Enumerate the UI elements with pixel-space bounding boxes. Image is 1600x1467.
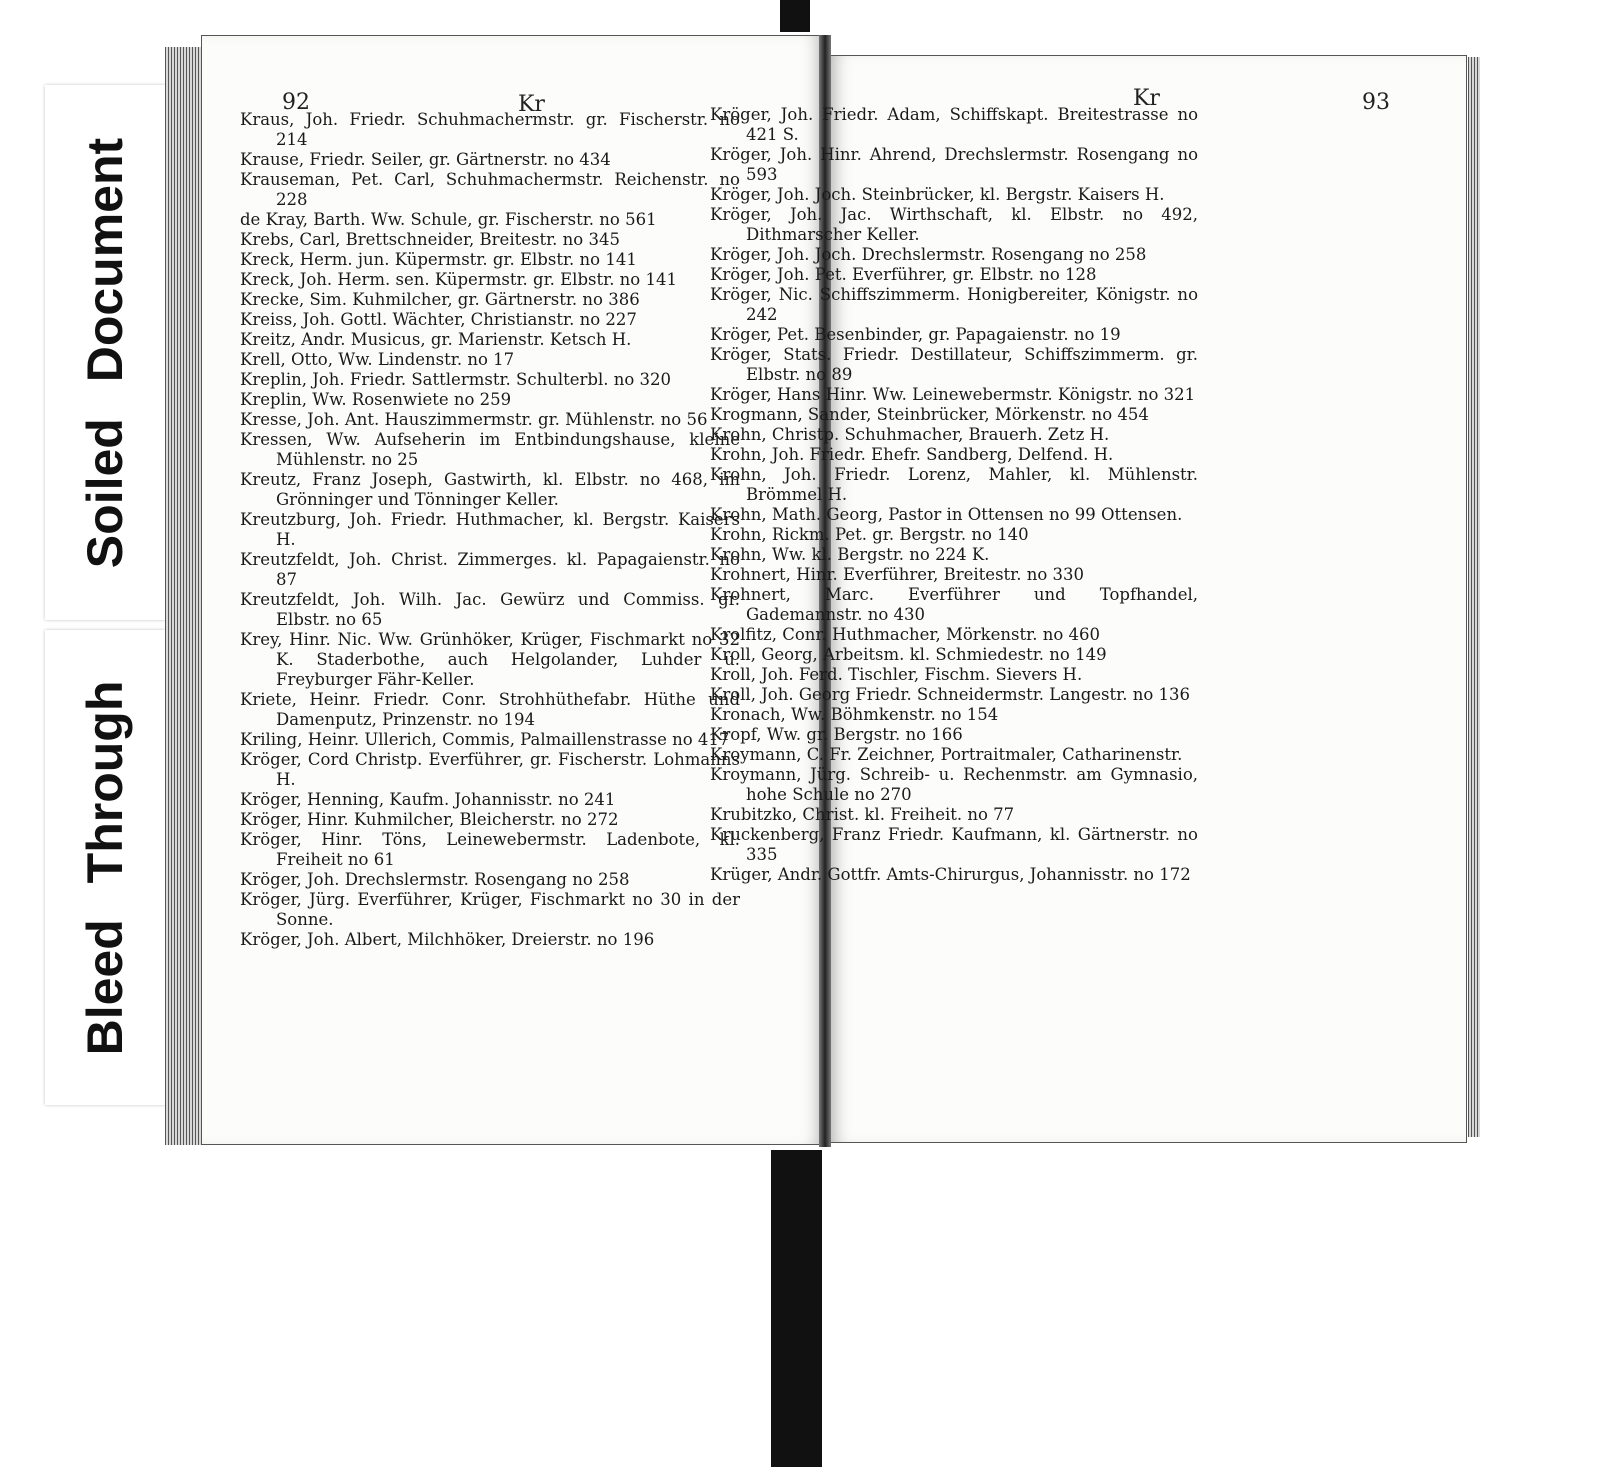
directory-entry: Krubitzko, Christ. kl. Freiheit. no 77	[710, 805, 1015, 824]
directory-entry: Kröger, Joh. Albert, Milchhöker, Dreierstr. no 196	[240, 930, 655, 949]
directory-entry: Krohn, Joh. Friedr. Ehefr. Sandberg, Delfend. H.	[710, 445, 1114, 464]
directory-entry: Krohn, Joh. Friedr. Lorenz, Mahler, kl. Mühlenstr. Brömmel H.	[710, 465, 1198, 504]
directory-entry: Kreplin, Joh. Friedr. Sattlermstr. Schulterbl. no 320	[240, 370, 672, 389]
directory-entry: Kröger, Joh. Joch. Steinbrücker, kl. Bergstr. Kaisers H.	[710, 185, 1165, 204]
directory-entry: Kreutzfeldt, Joh. Wilh. Jac. Gewürz und Commiss. gr. Elbstr. no 65	[240, 590, 740, 629]
directory-entry: Krüger, Andr. Gottfr. Amts-Chirurgus, Johannisstr. no 172	[710, 865, 1191, 884]
directory-entry: Kröger, Joh. Drechslermstr. Rosengang no 258	[240, 870, 630, 889]
directory-entry: Kreutz, Franz Joseph, Gastwirth, kl. Elbstr. no 468, im Grönninger und Tönninger Keller.	[240, 470, 740, 509]
directory-entry: Kreitz, Andr. Musicus, gr. Marienstr. Ketsch H.	[240, 330, 632, 349]
right-entry-list	[710, 105, 1198, 885]
directory-entry: Kreutzfeldt, Joh. Christ. Zimmerges. kl. Papagaienstr. no 87	[240, 550, 740, 589]
directory-entry: Kroymann, C. Fr. Zeichner, Portraitmaler, Catharinenstr.	[710, 745, 1183, 764]
directory-entry: Kröger, Henning, Kaufm. Johannisstr. no 241	[240, 790, 616, 809]
directory-entry: Kreiss, Joh. Gottl. Wächter, Christianstr. no 227	[240, 310, 637, 329]
directory-entry: Kröger, Hans Hinr. Ww. Leinewebermstr. Königstr. no 321	[710, 385, 1196, 404]
directory-entry: Krauseman, Pet. Carl, Schuhmachermstr. Reichenstr. no 228	[240, 170, 740, 209]
directory-entry: Kreutzburg, Joh. Friedr. Huthmacher, kl. Bergstr. Kaisers H.	[240, 510, 740, 549]
directory-entry: Kröger, Joh. Jac. Wirthschaft, kl. Elbstr. no 492, Dithmarscher Keller.	[710, 205, 1198, 244]
bleed-through-label	[45, 630, 165, 1105]
directory-entry: Kresse, Joh. Ant. Hauszimmermstr. gr. Mühlenstr. no 56	[240, 410, 708, 429]
directory-entry: Krause, Friedr. Seiler, gr. Gärtnerstr. no 434	[240, 150, 611, 169]
directory-entry: Krecke, Sim. Kuhmilcher, gr. Gärtnerstr. no 386	[240, 290, 640, 309]
directory-entry: Kröger, Stats. Friedr. Destillateur, Schiffszimmerm. gr. Elbstr. no 89	[710, 345, 1198, 384]
directory-entry: Krolfitz, Conr. Huthmacher, Mörkenstr. no 460	[710, 625, 1101, 644]
directory-entry: Kreck, Joh. Herm. sen. Küpermstr. gr. Elbstr. no 141	[240, 270, 677, 289]
directory-entry: Kriling, Heinr. Ullerich, Commis, Palmaillenstrasse no 417	[240, 730, 730, 749]
directory-entry: Krell, Otto, Ww. Lindenstr. no 17	[240, 350, 515, 369]
bleed-through-text: Bleed Through	[77, 680, 133, 1055]
directory-entry: Kroll, Georg, Arbeitsm. kl. Schmiedestr. no 149	[710, 645, 1107, 664]
left-page-header: Kr	[518, 92, 545, 117]
directory-entry: Kraus, Joh. Friedr. Schuhmachermstr. gr. Fischerstr. no 214	[240, 110, 740, 149]
directory-entry: Krohnert, Hinr. Everführer, Breitestr. no 330	[710, 565, 1085, 584]
soiled-document-label	[45, 85, 165, 620]
directory-entry: Kröger, Joh. Friedr. Adam, Schiffskapt. Breitestrasse no 421 S.	[710, 105, 1198, 144]
soiled-document-text: Soiled Document	[77, 137, 133, 568]
directory-entry: Kruckenberg, Franz Friedr. Kaufmann, kl. Gärtnerstr. no 335	[710, 825, 1198, 864]
directory-entry: Kropf, Ww. gr. Bergstr. no 166	[710, 725, 963, 744]
directory-entry: Kroll, Joh. Ferd. Tischler, Fischm. Sievers H.	[710, 665, 1083, 684]
directory-entry: Krebs, Carl, Brettschneider, Breitestr. no 345	[240, 230, 620, 249]
directory-entry: Kroll, Joh. Georg Friedr. Schneidermstr. Langestr. no 136	[710, 685, 1191, 704]
directory-entry: Krohnert, Marc. Everführer und Topfhandel, Gademannstr. no 430	[710, 585, 1198, 624]
directory-entry: Krohn, Rickm. Pet. gr. Bergstr. no 140	[710, 525, 1029, 544]
directory-entry: Kröger, Nic. Schiffszimmerm. Honigbereiter, Königstr. no 242	[710, 285, 1198, 324]
directory-entry: Krey, Hinr. Nic. Ww. Grünhöker, Krüger, Fischmarkt no 32 K. Staderbothe, auch Helgolander, Luhder u. Freyburger Fähr-Keller.	[240, 630, 740, 689]
directory-entry: Kröger, Hinr. Kuhmilcher, Bleicherstr. no 272	[240, 810, 619, 829]
directory-entry: Kronach, Ww. Böhmkenstr. no 154	[710, 705, 999, 724]
right-page-edges	[1468, 57, 1480, 1137]
right-page-number: 93	[1362, 90, 1390, 115]
directory-entry: Kröger, Pet. Besenbinder, gr. Papagaienstr. no 19	[710, 325, 1121, 344]
directory-entry: Kreplin, Ww. Rosenwiete no 259	[240, 390, 512, 409]
directory-entry: Kreck, Herm. jun. Küpermstr. gr. Elbstr. no 141	[240, 250, 637, 269]
directory-entry: Kröger, Joh. Joch. Drechslermstr. Rosengang no 258	[710, 245, 1147, 264]
directory-entry: Krohn, Math. Georg, Pastor in Ottensen no 99 Ottensen.	[710, 505, 1183, 524]
directory-entry: Kroymann, Jürg. Schreib- u. Rechenmstr. am Gymnasio, hohe Schule no 270	[710, 765, 1198, 804]
right-page-header: Kr	[1133, 86, 1160, 111]
directory-entry: Kröger, Hinr. Töns, Leinewebermstr. Ladenbote, kl. Freiheit no 61	[240, 830, 740, 869]
binder-clip-top	[780, 0, 810, 32]
directory-entry: Kröger, Joh. Pet. Everführer, gr. Elbstr. no 128	[710, 265, 1097, 284]
directory-entry: de Kray, Barth. Ww. Schule, gr. Fischerstr. no 561	[240, 210, 657, 229]
directory-entry: Kressen, Ww. Aufseherin im Entbindungshause, kleine Mühlenstr. no 25	[240, 430, 740, 469]
directory-entry: Kröger, Cord Christp. Everführer, gr. Fischerstr. Lohmanns H.	[240, 750, 740, 789]
directory-entry: Kröger, Joh. Hinr. Ahrend, Drechslermstr. Rosengang no 593	[710, 145, 1198, 184]
directory-entry: Kröger, Jürg. Everführer, Krüger, Fischmarkt no 30 in der Sonne.	[240, 890, 740, 929]
left-page-number: 92	[282, 90, 310, 115]
directory-entry: Krohn, Christp. Schuhmacher, Brauerh. Zetz H.	[710, 425, 1110, 444]
binder-clip-bottom	[771, 1150, 822, 1467]
directory-entry: Kriete, Heinr. Friedr. Conr. Strohhüthefabr. Hüthe und Damenputz, Prinzenstr. no 194	[240, 690, 740, 729]
directory-entry: Krohn, Ww. kl. Bergstr. no 224 K.	[710, 545, 990, 564]
directory-entry: Krogmann, Sander, Steinbrücker, Mörkenstr. no 454	[710, 405, 1149, 424]
left-entry-list	[240, 110, 740, 950]
